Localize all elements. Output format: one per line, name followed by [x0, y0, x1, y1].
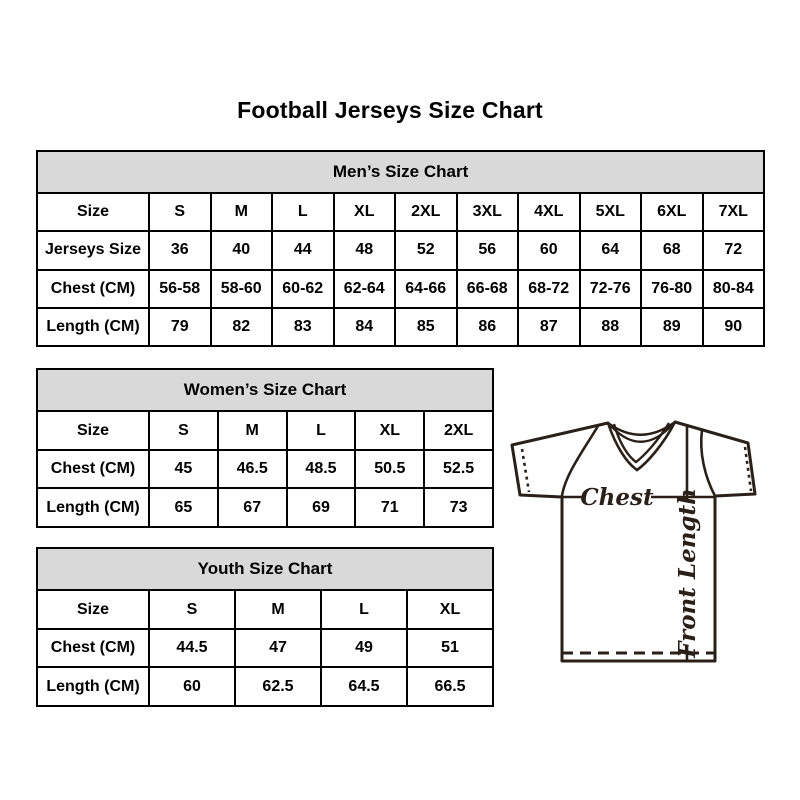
value-cell: 83 [272, 308, 334, 346]
table-title: Women’s Size Chart [37, 369, 493, 411]
womens-size-table [36, 368, 494, 528]
size-cell: XL [407, 590, 493, 629]
value-cell: 60-62 [272, 270, 334, 308]
value-cell: 44 [272, 231, 334, 269]
value-cell: 49 [321, 629, 407, 668]
table-row [37, 450, 493, 489]
table-header-row [37, 193, 764, 231]
value-cell: 60 [518, 231, 580, 269]
value-cell: 64.5 [321, 667, 407, 706]
value-cell: 87 [518, 308, 580, 346]
size-cell: L [272, 193, 334, 231]
size-cell: 7XL [703, 193, 765, 231]
size-cell: S [149, 411, 218, 450]
row-label-cell: Jerseys Size [37, 231, 149, 269]
size-cell: L [321, 590, 407, 629]
value-cell: 45 [149, 450, 218, 489]
size-cell: 5XL [580, 193, 642, 231]
value-cell: 90 [703, 308, 765, 346]
size-cell: 2XL [395, 193, 457, 231]
row-label-cell: Length (CM) [37, 308, 149, 346]
value-cell: 51 [407, 629, 493, 668]
value-cell: 52 [395, 231, 457, 269]
size-cell: 6XL [641, 193, 703, 231]
value-cell: 56 [457, 231, 519, 269]
row-label-cell: Chest (CM) [37, 450, 149, 489]
size-cell: 2XL [424, 411, 493, 450]
size-cell: S [149, 590, 235, 629]
value-cell: 88 [580, 308, 642, 346]
value-cell: 68 [641, 231, 703, 269]
value-cell: 64 [580, 231, 642, 269]
table-header-row [37, 411, 493, 450]
value-cell: 86 [457, 308, 519, 346]
value-cell: 60 [149, 667, 235, 706]
value-cell: 89 [641, 308, 703, 346]
value-cell: 67 [218, 488, 287, 527]
right-sleeve-seam [701, 430, 715, 496]
value-cell: 84 [334, 308, 396, 346]
row-label-cell: Length (CM) [37, 667, 149, 706]
size-cell: S [149, 193, 211, 231]
value-cell: 80-84 [703, 270, 765, 308]
table-row [37, 667, 493, 706]
table-header-row [37, 590, 493, 629]
value-cell: 85 [395, 308, 457, 346]
value-cell: 65 [149, 488, 218, 527]
chest-label: Chest [580, 484, 654, 511]
value-cell: 73 [424, 488, 493, 527]
row-label-cell: Chest (CM) [37, 270, 149, 308]
table-title: Men’s Size Chart [37, 151, 764, 193]
table-title-row [37, 369, 493, 411]
value-cell: 46.5 [218, 450, 287, 489]
size-cell: M [218, 411, 287, 450]
size-header-cell: Size [37, 590, 149, 629]
youth-size-table [36, 547, 494, 707]
value-cell: 76-80 [641, 270, 703, 308]
value-cell: 58-60 [211, 270, 273, 308]
mens-size-table [36, 150, 765, 347]
size-cell: 4XL [518, 193, 580, 231]
value-cell: 52.5 [424, 450, 493, 489]
size-cell: M [235, 590, 321, 629]
size-cell: XL [355, 411, 424, 450]
value-cell: 50.5 [355, 450, 424, 489]
row-label-cell: Length (CM) [37, 488, 149, 527]
value-cell: 72-76 [580, 270, 642, 308]
size-cell: XL [334, 193, 396, 231]
value-cell: 47 [235, 629, 321, 668]
table-title-row [37, 151, 764, 193]
value-cell: 66-68 [457, 270, 519, 308]
table-row [37, 308, 764, 346]
value-cell: 62-64 [334, 270, 396, 308]
value-cell: 64-66 [395, 270, 457, 308]
size-header-cell: Size [37, 411, 149, 450]
value-cell: 72 [703, 231, 765, 269]
table-row [37, 231, 764, 269]
value-cell: 44.5 [149, 629, 235, 668]
value-cell: 68-72 [518, 270, 580, 308]
page-title: Football Jerseys Size Chart [237, 97, 543, 123]
table-row [37, 270, 764, 308]
table-row [37, 488, 493, 527]
value-cell: 62.5 [235, 667, 321, 706]
jersey-outline [512, 422, 755, 661]
value-cell: 40 [211, 231, 273, 269]
value-cell: 48.5 [287, 450, 356, 489]
size-header-cell: Size [37, 193, 149, 231]
front-length-label: Front Length [674, 488, 701, 658]
table-row [37, 629, 493, 668]
table-title-row [37, 548, 493, 590]
value-cell: 79 [149, 308, 211, 346]
value-cell: 66.5 [407, 667, 493, 706]
jersey-measurement-diagram [505, 403, 761, 669]
value-cell: 82 [211, 308, 273, 346]
row-label-cell: Chest (CM) [37, 629, 149, 668]
value-cell: 71 [355, 488, 424, 527]
table-title: Youth Size Chart [37, 548, 493, 590]
size-cell: 3XL [457, 193, 519, 231]
left-cuff-stitch-line [522, 449, 529, 492]
value-cell: 56-58 [149, 270, 211, 308]
value-cell: 69 [287, 488, 356, 527]
size-cell: M [211, 193, 273, 231]
value-cell: 36 [149, 231, 211, 269]
size-cell: L [287, 411, 356, 450]
value-cell: 48 [334, 231, 396, 269]
